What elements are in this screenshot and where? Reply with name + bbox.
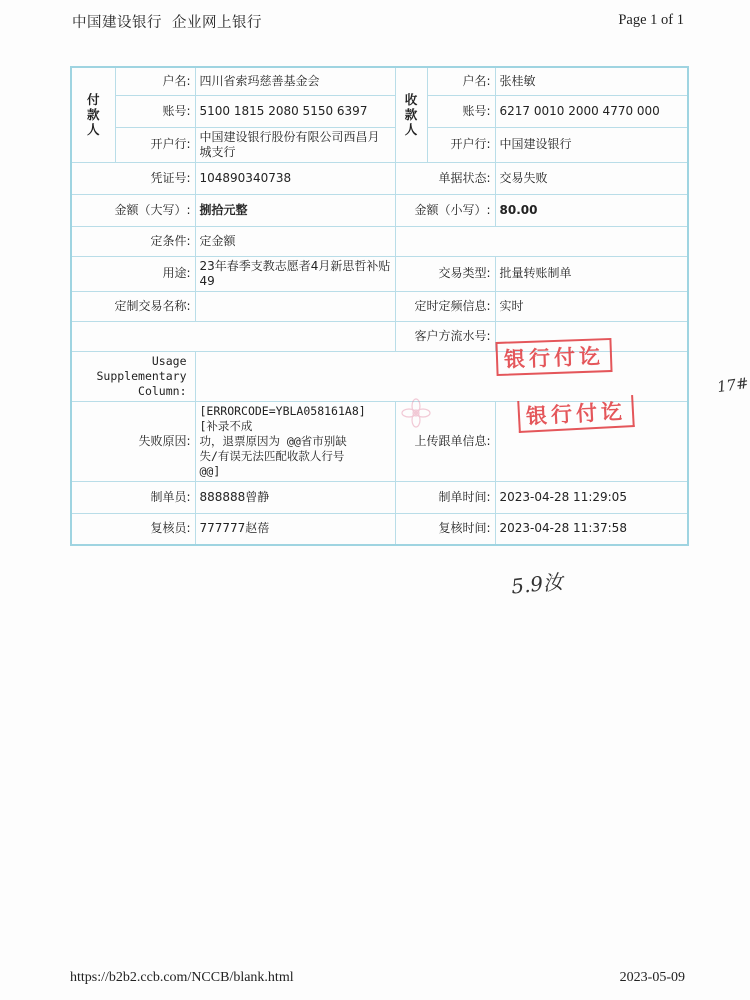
amount-upper: 捌拾元整 xyxy=(195,194,395,226)
custom-name-value xyxy=(195,291,395,321)
voucher-number: 104890340738 xyxy=(195,162,395,194)
purpose-value: 23年春季支教志愿者4月新思哲补贴49 xyxy=(195,256,395,291)
handwritten-note: 5.9汝 xyxy=(510,569,565,599)
make-time-label: 制单时间: xyxy=(395,481,495,513)
timing-label: 定时定频信息: xyxy=(395,291,495,321)
bank-name: 中国建设银行 xyxy=(72,15,162,31)
payer-name-label: 户名: xyxy=(115,67,195,95)
payee-name: 张桂敏 xyxy=(495,67,688,95)
payee-account: 6217 0010 2000 4770 000 xyxy=(495,95,688,127)
fail-reason-value: [ERRORCODE=YBLA058161A8] [补录不成 功，退票原因为 @@省市别缺 失/有误无法匹配收款人行号 @@] xyxy=(195,401,395,481)
checker-label: 复核员: xyxy=(71,513,195,545)
amount-upper-label: 金额（大写）: xyxy=(71,194,195,226)
condition-value: 定金额 xyxy=(195,226,395,256)
timing-value: 实时 xyxy=(495,291,688,321)
check-time-value: 2023-04-28 11:37:58 xyxy=(495,513,688,545)
txn-type-label: 交易类型: xyxy=(395,256,495,291)
usage-supplementary-label: Usage Supplementary Column: xyxy=(71,351,195,401)
watermark-flower-icon xyxy=(400,397,432,429)
maker-value: 888888曾静 xyxy=(195,481,395,513)
payee-name-label: 户名: xyxy=(427,67,495,95)
check-time-label: 复核时间: xyxy=(395,513,495,545)
footer-date: 2023-05-09 xyxy=(619,970,685,985)
voucher-label: 凭证号: xyxy=(71,162,195,194)
bank-paid-stamp: 银行付讫 xyxy=(495,338,612,376)
payee-bank: 中国建设银行 xyxy=(495,127,688,162)
payer-bank: 中国建设银行股份有限公司西昌月城支行 xyxy=(195,127,395,162)
payee-bank-label: 开户行: xyxy=(427,127,495,162)
transfer-voucher-table xyxy=(70,66,689,546)
maker-label: 制单员: xyxy=(71,481,195,513)
upload-info-label: 上传跟单信息: xyxy=(395,401,495,481)
fail-reason-label: 失败原因: xyxy=(71,401,195,481)
handwritten-note: 17# xyxy=(715,373,750,397)
txn-type-value: 批量转账制单 xyxy=(495,256,688,291)
payer-bank-label: 开户行: xyxy=(115,127,195,162)
status-label: 单据状态: xyxy=(395,162,495,194)
amount-lower: 80.00 xyxy=(495,194,688,226)
purpose-label: 用途: xyxy=(71,256,195,291)
payer-name: 四川省索玛慈善基金会 xyxy=(195,67,395,95)
custom-name-label: 定制交易名称: xyxy=(71,291,195,321)
condition-label: 定条件: xyxy=(71,226,195,256)
amount-lower-label: 金额（小写）: xyxy=(395,194,495,226)
serial-label: 客户方流水号: xyxy=(395,321,495,351)
payee-group-label: 收款人 xyxy=(395,67,427,162)
payee-account-label: 账号: xyxy=(427,95,495,127)
payer-group-label: 付款人 xyxy=(71,67,115,162)
payer-account: 5100 1815 2080 5150 6397 xyxy=(195,95,395,127)
page-number: Page 1 of 1 xyxy=(618,12,684,28)
page-header xyxy=(72,11,262,32)
system-name: 企业网上银行 xyxy=(172,15,262,31)
status-value: 交易失败 xyxy=(495,162,688,194)
checker-value: 777777赵蓓 xyxy=(195,513,395,545)
make-time-value: 2023-04-28 11:29:05 xyxy=(495,481,688,513)
footer-url: https://b2b2.ccb.com/NCCB/blank.html xyxy=(70,970,294,985)
payer-account-label: 账号: xyxy=(115,95,195,127)
bank-paid-stamp-faded: 银行付讫 xyxy=(517,395,635,433)
